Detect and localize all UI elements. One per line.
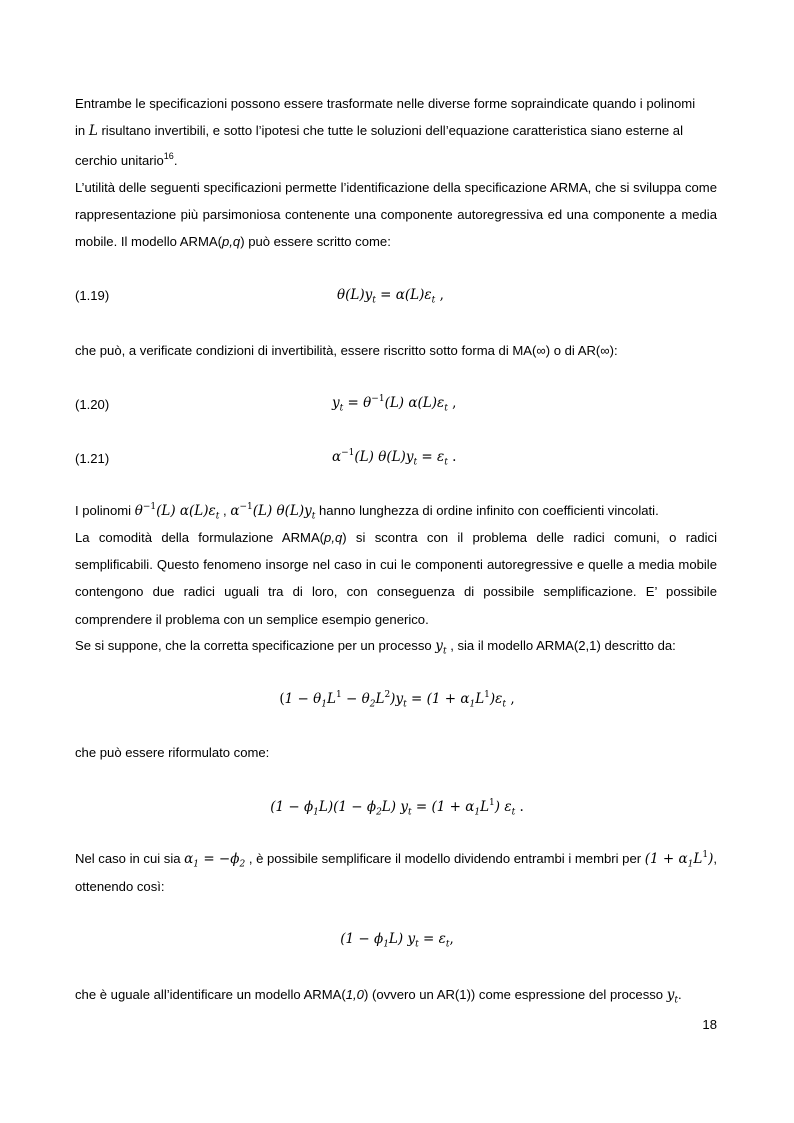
- paragraph-1-line-3: [75, 153, 177, 168]
- inline-math: $\alpha_1 = -\phi_2$: [184, 851, 246, 870]
- paragraph-9: [75, 987, 682, 1006]
- equation-ar-1: $(1 - \phi_1L)$ $y_t = \varepsilon_t$,: [340, 931, 454, 950]
- math-variable: L: [88, 123, 98, 139]
- text: che è uguale all’identificare un modello ARMA(: [75, 987, 346, 1002]
- text: , ottenendo così:: [75, 851, 717, 895]
- paragraph-3: che può, a verificate condizioni di invertibilità, essere riscritto sotto forma di MA(∞) o di AR(∞):: [75, 343, 618, 358]
- text: ) può essere scritto come:: [240, 234, 391, 250]
- footnote-reference: 16: [163, 151, 174, 161]
- text: Nel caso in cui sia: [75, 851, 185, 866]
- paragraph-4: I polinomi $\theta^{-1}(L)$ $\alpha(L)\varepsilon_t$ , $\alpha^{-1}(L)$ $\theta(L)y_t$ hanno lunghezza di ordine infinito con coefficienti vincolati.: [75, 501, 659, 522]
- equation-number: (1.19): [75, 288, 110, 303]
- text: .: [677, 987, 682, 1002]
- italic-text: p,q: [222, 234, 241, 250]
- italic-text: 1,0: [345, 987, 364, 1002]
- text: L’utilità delle seguenti specificazioni permette l’identificazione della specificazione ARMA, che si sviluppa come rappresentazione più parsimoniosa contenente una componente autoregressiva ed una componente a media mobile. Il modello ARMA(: [75, 180, 717, 250]
- paragraph-8: [75, 845, 717, 900]
- paragraph-7: che può essere riformulato come:: [75, 745, 270, 760]
- text: in: [75, 123, 89, 138]
- equation-1-19: $\theta(L)y_t = \alpha(L)\varepsilon_t$ ,: [337, 287, 444, 306]
- italic-text: p,q: [324, 530, 343, 545]
- text: hanno lunghezza di ordine infinito con coefficienti vincolati.: [315, 503, 659, 518]
- text: ) (ovvero un AR(1)) come espressione del processo: [363, 987, 667, 1002]
- paragraph-1-line-1: [75, 96, 695, 111]
- paragraph-5: [75, 524, 717, 633]
- text: Entrambe le specificazioni possono essere trasformate nelle diverse forme sopraindicate quando i polinomi: [75, 96, 696, 111]
- text: risultano invertibili, e sotto l’ipotesi che tutte le soluzioni dell’equazione caratteristica siano esterne al: [97, 123, 683, 138]
- text: ) si scontra con il problema delle radici comuni, o radici semplificabili. Questo fenomeno insorge nel caso in cui le componenti autoregressive e quelle a media mobile contengono due radici uguali tra di loro, con conseguenza di possibile semplificazione. E’ possibile comprendere il problema con un semplice esempio generico.: [75, 530, 718, 627]
- inline-math: $\theta^{-1}(L)$ $\alpha(L)\varepsilon_t$: [134, 501, 220, 522]
- paragraph-2: [75, 174, 717, 256]
- inline-math: $(1 + \alpha_1L^1)$: [644, 849, 714, 870]
- inline-math: $\alpha^{-1}(L)$ $\theta(L)y_t$: [230, 501, 316, 522]
- paragraph-1-line-2: [75, 123, 683, 139]
- text: , sia il modello ARMA(2,1) descritto da:: [446, 638, 676, 653]
- text: La comodità della formulazione ARMA(: [75, 530, 325, 545]
- page-number: 18: [702, 1017, 717, 1032]
- paragraph-6: [75, 638, 676, 657]
- inline-math: $y_t$: [666, 987, 678, 1006]
- text: , è possibile semplificare il modello dividendo entrambi i membri per: [245, 851, 642, 866]
- equation-factored: $(1 - \phi_1L)(1 - \phi_2L)$ $y_t = (1 + \alpha_1L^1)$ $\varepsilon_t$ .: [270, 797, 524, 818]
- text: .: [173, 153, 178, 168]
- text: Se si suppone, che la corretta specificazione per un processo: [75, 638, 436, 653]
- equation-1-21: $\alpha^{-1}(L) \theta(L)y_t = \varepsilon_t$ .: [332, 447, 457, 468]
- text: I polinomi: [75, 503, 135, 518]
- text: cerchio unitario: [75, 153, 164, 168]
- inline-math: $y_t$: [435, 638, 447, 657]
- equation-number: (1.21): [75, 451, 110, 466]
- equation-arma-2-1: $(1 - \theta_1L^1 - \theta_2L^2)y_t = (1 + \alpha_1L^1)\varepsilon_t$ ,: [279, 689, 515, 710]
- equation-1-20: $y_t = \theta^{-1}(L)$ $\alpha(L)\varepsilon_t$ ,: [332, 393, 457, 414]
- equation-number: (1.20): [75, 397, 110, 412]
